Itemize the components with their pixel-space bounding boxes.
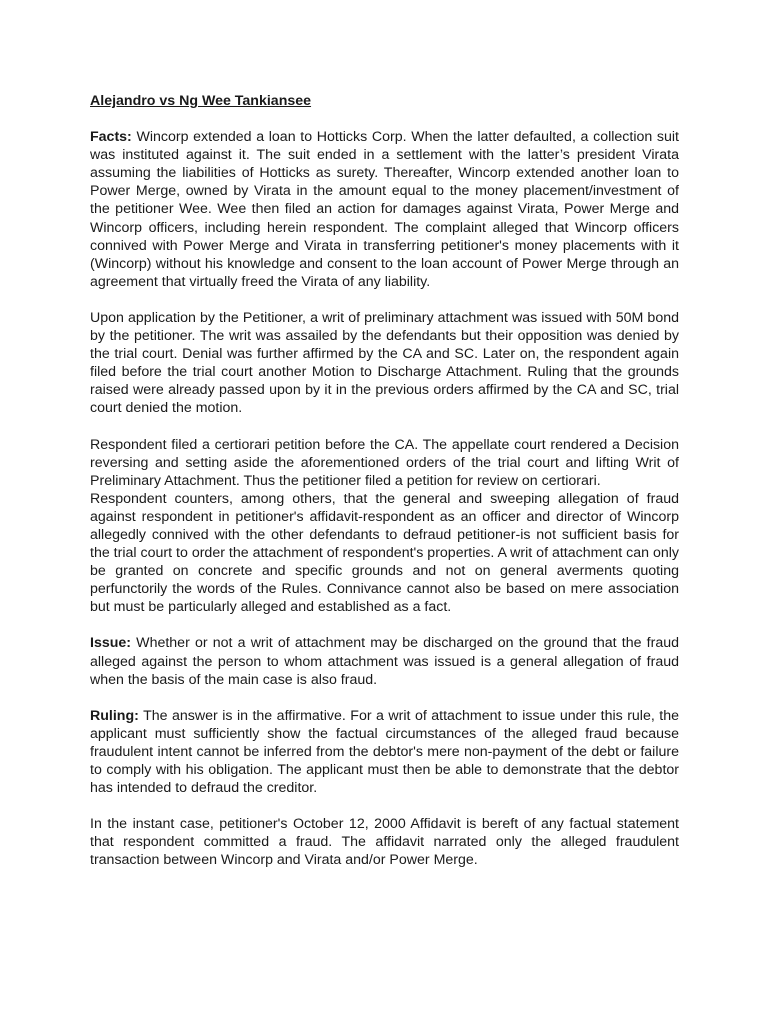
facts-text: Wincorp extended a loan to Hotticks Corp. When the latter defaulted, a collection suit was instituted against it. The suit ended in a settlement with the latter’s president Virata assuming the liabilities of Hotticks as surety. Thereafter, Wincorp extended another loan to Power Merge, owned by Virata in the amount equal to the money placement/investment of the petitioner Wee. Wee then filed an action for damages against Virata, Power Merge and Wincorp officers, including herein respondent. The complaint alleged that Wincorp officers connived with Power Merge and Virata in transferring petitioner's money placements with it (Wincorp) without his knowledge and consent to the loan account of Power Merge through an agreement that virtually freed the Virata of any liability.	[90, 129, 679, 290]
document-title: Alejandro vs Ng Wee Tankiansee	[90, 93, 312, 109]
facts-label: Facts:	[90, 129, 132, 146]
issue-paragraph	[90, 634, 679, 688]
ruling-paragraph	[90, 707, 679, 797]
facts-paragraph	[90, 128, 679, 291]
respondent-counters-paragraph: Respondent counters, among others, that the general and sweeping allegation of fraud against respondent in petitioner's affidavit-respondent as an officer and director of Wincorp allegedly connived with the other defendants to defraud petitioner-is not sufficient basis for the trial court to order the attachment of respondent's properties. A writ of attachment can only be granted on concrete and specific grounds and not on general averments quoting perfunctorily the words of the Rules. Connivance cannot also be based on mere association but must be particularly alleged and established as a fact.	[90, 490, 679, 616]
issue-label: Issue:	[90, 635, 132, 652]
attachment-paragraph: Upon application by the Petitioner, a writ of preliminary attachment was issued with 50M bond by the petitioner. The writ was assailed by the defendants but their opposition was denied by the trial court. Denial was further affirmed by the CA and SC. Later on, the respondent again filed before the trial court another Motion to Discharge Attachment. Ruling that the grounds raised were already passed upon by it in the previous orders affirmed by the CA and SC, trial court denied the motion.	[90, 309, 679, 417]
ruling-text: The answer is in the affirmative. For a writ of attachment to issue under this rule, the applicant must sufficiently show the factual circumstances of the alleged fraud because fraudulent intent cannot be inferred from the debtor's mere non-payment of the debt or failure to comply with his obligation. The applicant must then be able to demonstrate that the debtor has intended to defraud the creditor.	[90, 707, 679, 797]
issue-text: Whether or not a writ of attachment may be discharged on the ground that the fraud alleged against the person to whom attachment was issued is a general allegation of fraud when the basis of the main case is also fraud.	[90, 635, 679, 688]
instant-case-paragraph: In the instant case, petitioner's October 12, 2000 Affidavit is bereft of any factual statement that respondent committed a fraud. The affidavit narrated only the alleged fraudulent transaction between Wincorp and Virata and/or Power Merge.	[90, 816, 679, 869]
certiorari-paragraph: Respondent filed a certiorari petition before the CA. The appellate court rendered a Decision reversing and setting aside the aforementioned orders of the trial court and lifting Writ of Preliminary Attachment. Thus the petitioner filed a petition for review on certiorari.	[90, 436, 679, 489]
ruling-label: Ruling:	[90, 707, 139, 724]
